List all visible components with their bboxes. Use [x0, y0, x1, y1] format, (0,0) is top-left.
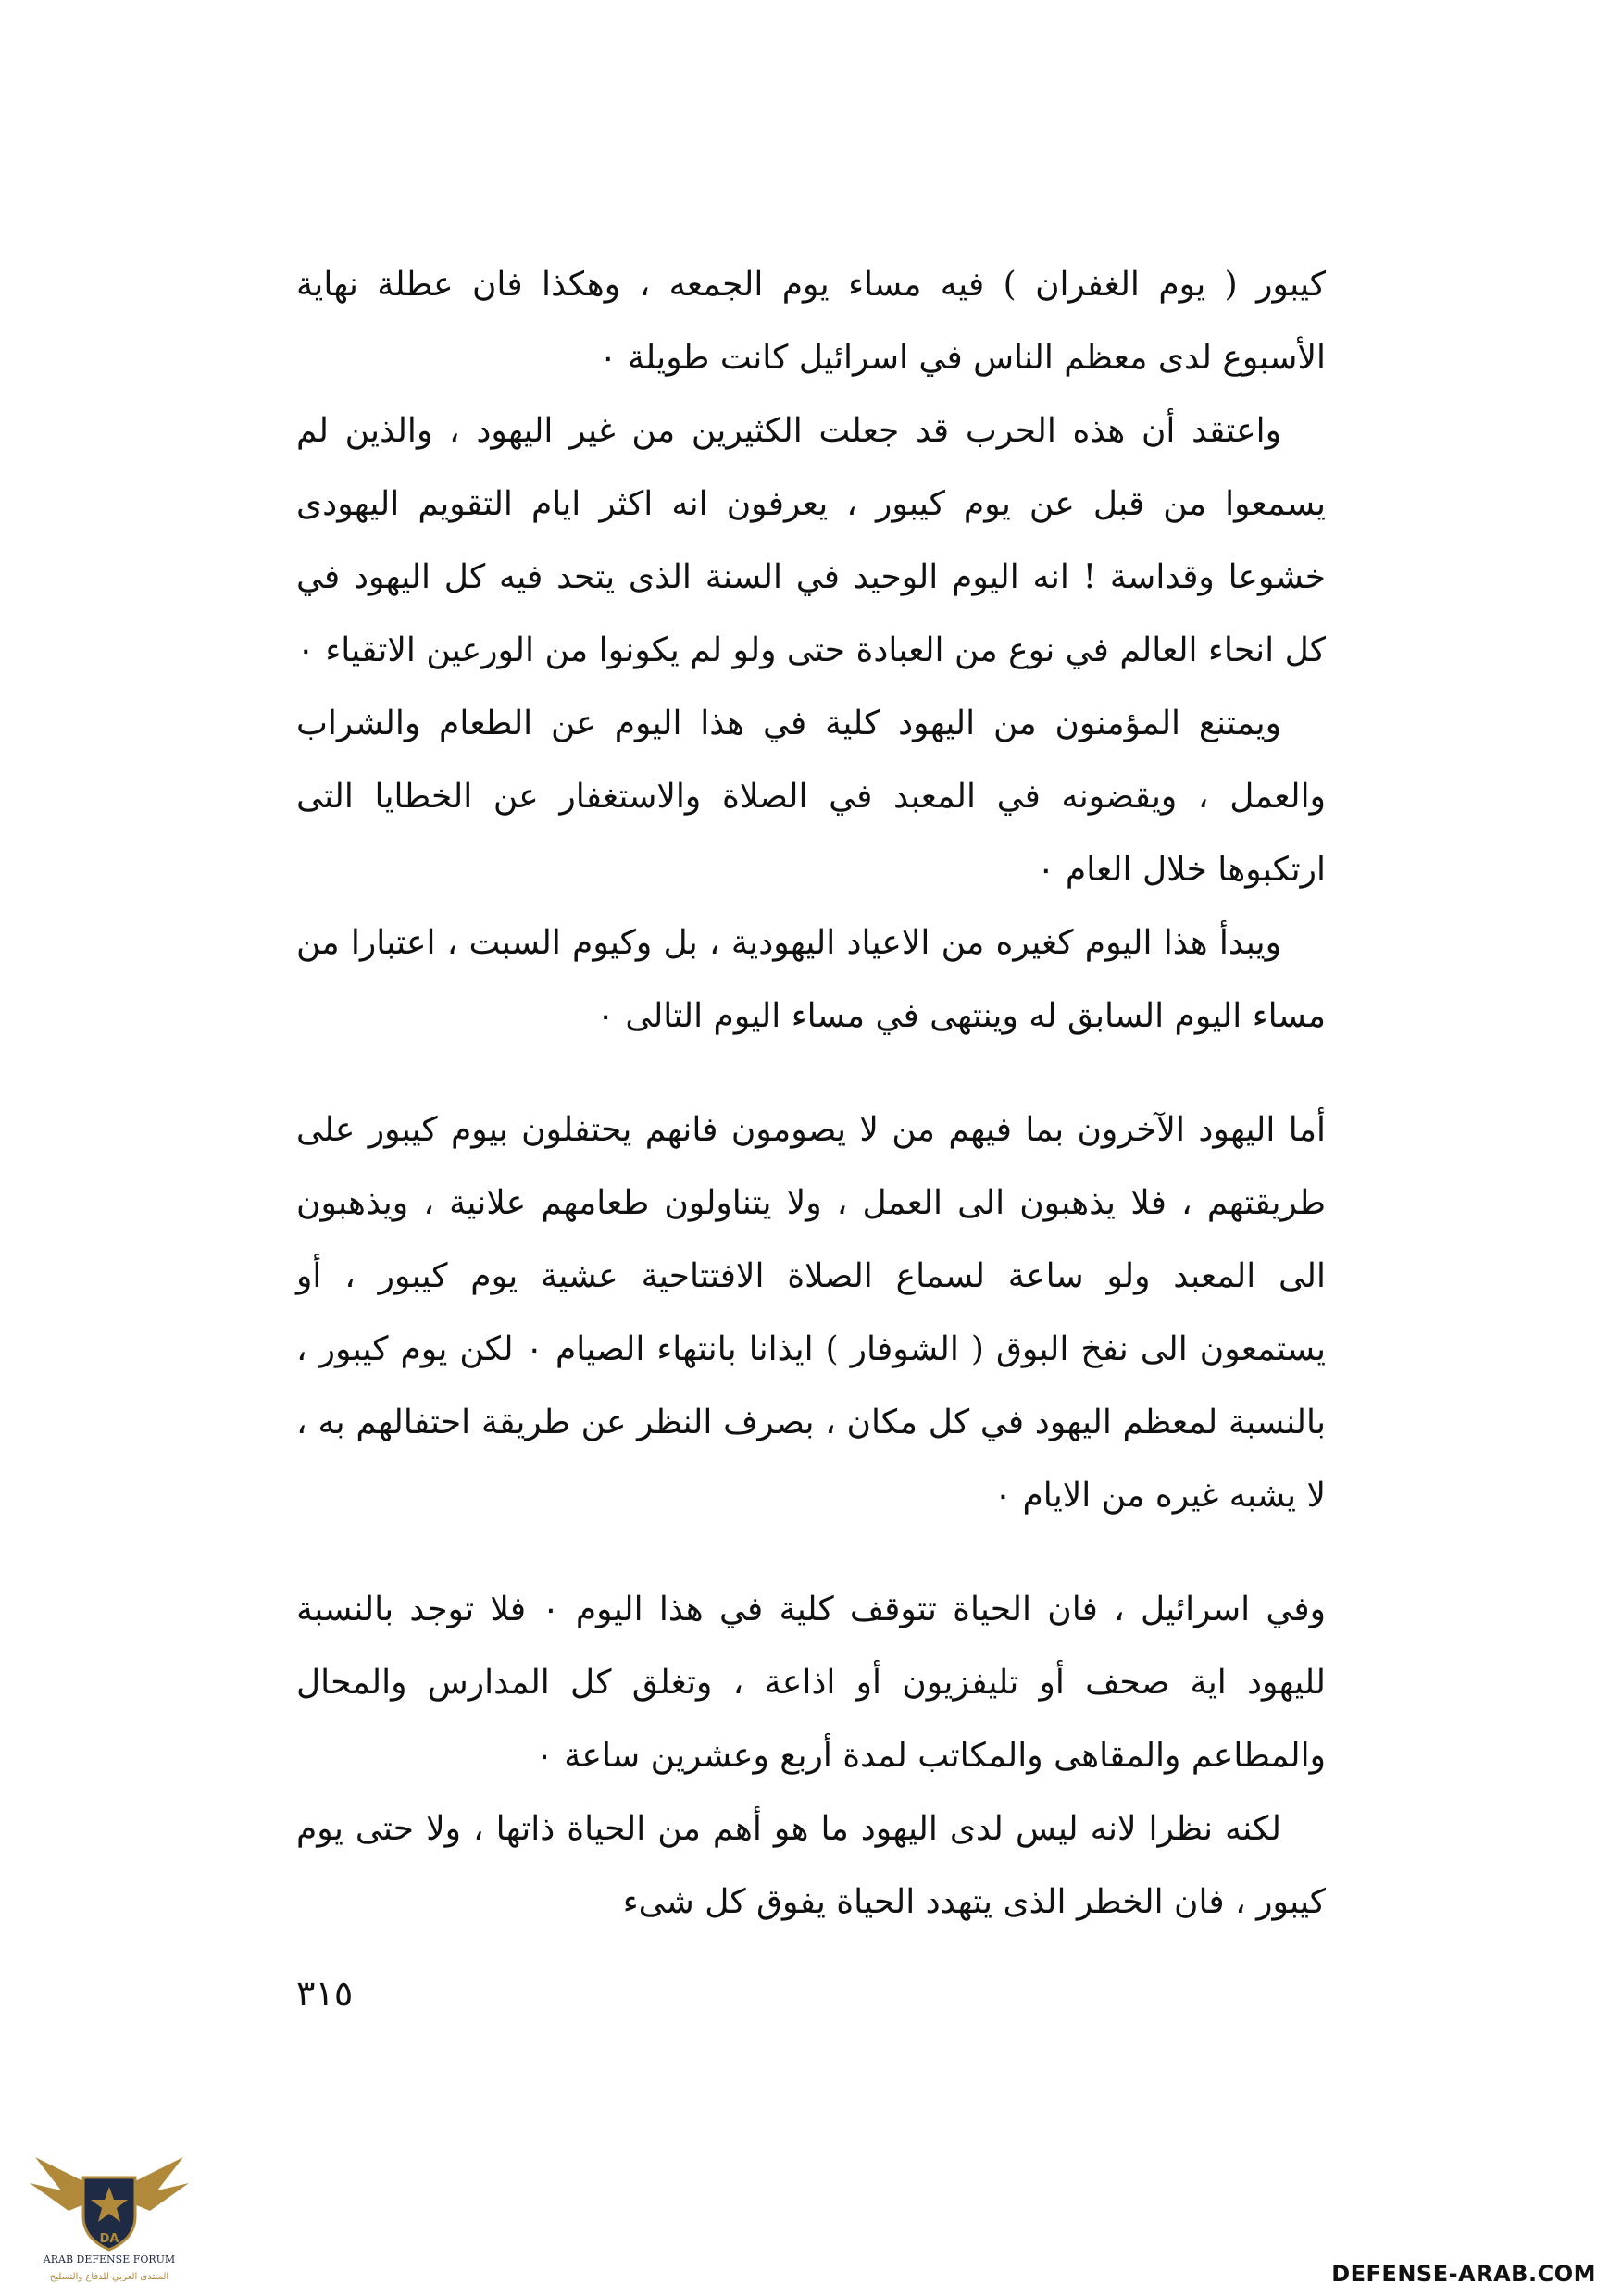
eagle-shield-icon: [17, 2140, 202, 2289]
watermark-site-name: DEFENSE-ARAB.COM: [1331, 2261, 1596, 2287]
paragraph-3: ويمتنع المؤمنون من اليهود كلية في هذا اليوم عن الطعام والشراب والعمل ، ويقضونه في المعبد في الصلاة والاستغفار عن الخطايا التى ارتكبوها خلال العام ٠: [296, 705, 1326, 889]
paragraph-2: واعتقد أن هذه الحرب قد جعلت الكثيرين من غير اليهود ، والذين لم يسمعوا من قبل عن يوم كيبور ، يعرفون انه اكثر ايام التقويم اليهودى خشوعا وقداسة ! انه اليوم الوحيد في السنة الذى يتحد فيه كل اليهود في كل انحاء العالم في نوع من العبادة حتى ولو لم يكونوا من الورعين الاتقياء ٠: [296, 412, 1326, 669]
logo-initials: DA: [99, 2232, 119, 2246]
logo-english-name: ARAB DEFENSE FORUM: [43, 2253, 176, 2265]
paragraph-5: أما اليهود الآخرون بما فيهم من لا يصومون فانهم يحتفلون بيوم كيبور على طريقتهم ، فلا يذهبون الى العمل ، ولا يتناولون طعامهم علانية ، ويذهبون الى المعبد ولو ساعة لسماع الصلاة الافتتاحية عشية يوم كيبور ، أو يستمعون الى نفخ البوق ( الشوفار ) ايذانا بانتهاء الصيام ٠ لكن يوم كيبور ، بالنسبة لمعظم اليهود في كل مكان ، بصرف النظر عن طريقة احتفالهم به ، لا يشبه غيره من الايام ٠: [296, 1111, 1326, 1515]
forum-logo: [17, 2140, 202, 2289]
logo-arabic-name: المنتدى العربي للدفاع والتسليح: [49, 2272, 169, 2282]
paragraph-7: لكنه نظرا لانه ليس لدى اليهود ما هو أهم من الحياة ذاتها ، ولا حتى يوم كيبور ، فان الخطر الذى يتهدد الحياة يفوق كل شىء: [296, 1810, 1326, 1921]
paragraph-1: كيبور ( يوم الغفران ) فيه مساء يوم الجمعه ، وهكذا فان عطلة نهاية الأسبوع لدى معظم الناس في اسرائيل كانت طويلة ٠: [296, 266, 1326, 377]
body-text: [296, 248, 1326, 1939]
page-number: ٣١٥: [296, 1973, 354, 2014]
paragraph-4: ويبدأ هذا اليوم كغيره من الاعياد اليهودية ، بل وكيوم السبت ، اعتبارا من مساء اليوم السابق له وينتهى في مساء اليوم التالى ٠: [296, 924, 1326, 1035]
paragraph-6: وفي اسرائيل ، فان الحياة تتوقف كلية في هذا اليوم ٠ فلا توجد بالنسبة لليهود اية صحف أو تليفزيون أو اذاعة ، وتغلق كل المدارس والمحال والمطاعم والمقاهى والمكاتب لمدة أربع وعشرين ساعة ٠: [296, 1591, 1326, 1775]
